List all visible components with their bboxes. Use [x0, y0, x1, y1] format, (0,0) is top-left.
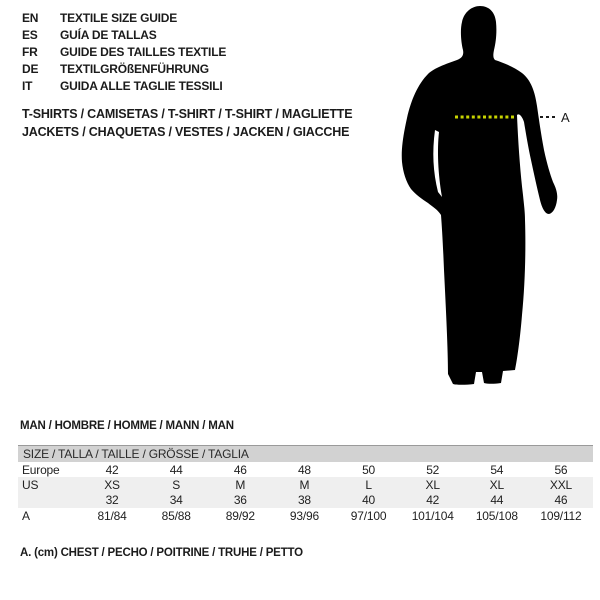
size-cell: 97/100 [350, 508, 387, 523]
size-cell: 44 [169, 462, 183, 477]
size-cell: 32 [105, 493, 119, 508]
size-cell: 36 [233, 493, 247, 508]
size-cell: 34 [169, 493, 183, 508]
category-tshirts: T-SHIRTS / CAMISETAS / T-SHIRT / T-SHIRT / MAGLIETTE [22, 107, 353, 121]
language-code: EN [22, 11, 39, 25]
size-cell: 46 [554, 493, 568, 508]
size-cell: 42 [105, 462, 119, 477]
size-cell: S [172, 477, 181, 492]
size-cell: M [235, 477, 246, 492]
row-label: A [22, 508, 30, 523]
man-silhouette-figure [398, 0, 580, 402]
size-cell: 54 [490, 462, 504, 477]
language-label: TEXTILGRÖßENFÜHRUNG [60, 62, 209, 76]
size-cell: 89/92 [225, 508, 255, 523]
measure-label: A [561, 110, 570, 125]
size-cell: 85/88 [161, 508, 191, 523]
size-cell: 42 [426, 493, 440, 508]
language-row-de [22, 61, 226, 78]
size-cell: 50 [362, 462, 376, 477]
language-label: GUIDE DES TAILLES TEXTILE [60, 45, 227, 59]
size-cell: XL [425, 477, 440, 492]
language-code: DE [22, 62, 39, 76]
language-label: TEXTILE SIZE GUIDE [60, 11, 178, 25]
size-table-header: SIZE / TALLA / TAILLE / GRÖSSE / TAGLIA [18, 445, 593, 462]
size-cell: 46 [233, 462, 247, 477]
language-code: IT [22, 79, 33, 93]
language-row-en [22, 10, 226, 27]
language-row-fr [22, 44, 226, 61]
size-table [18, 445, 593, 523]
language-row-es [22, 27, 226, 44]
size-cell: 101/104 [411, 508, 454, 523]
language-list [22, 10, 226, 95]
category-jackets: JACKETS / CHAQUETAS / VESTES / JACKEN / GIACCHE [22, 125, 350, 139]
language-label: GUÍA DE TALLAS [60, 28, 157, 42]
size-cell: 38 [297, 493, 311, 508]
size-cell: XXL [549, 477, 572, 492]
size-cell: 52 [426, 462, 440, 477]
row-label: Europe [22, 462, 60, 477]
section-title-man: MAN / HOMBRE / HOMME / MANN / MAN [20, 420, 234, 432]
table-row-us [18, 477, 593, 492]
garment-categories [22, 105, 352, 141]
size-cell: M [299, 477, 310, 492]
size-cell: XS [104, 477, 120, 492]
size-cell: 109/112 [540, 508, 582, 523]
language-code: FR [22, 45, 38, 59]
size-cell: L [365, 477, 372, 492]
size-cell: XL [489, 477, 504, 492]
language-row-it [22, 78, 226, 95]
table-row-europe [18, 462, 593, 477]
size-cell: 81/84 [97, 508, 127, 523]
measurement-footnote: A. (cm) CHEST / PECHO / POITRINE / TRUHE / PETTO [20, 547, 303, 559]
size-cell: 40 [362, 493, 376, 508]
size-cell: 93/96 [289, 508, 319, 523]
size-cell: 56 [554, 462, 568, 477]
man-silhouette [402, 6, 558, 385]
size-cell: 105/108 [475, 508, 518, 523]
table-row-us-numeric [18, 493, 593, 508]
language-label: GUIDA ALLE TAGLIE TESSILI [60, 79, 223, 93]
language-code: ES [22, 28, 38, 42]
table-row-chest [18, 508, 593, 523]
size-cell: 48 [297, 462, 311, 477]
row-label: US [22, 477, 39, 492]
size-cell: 44 [490, 493, 504, 508]
